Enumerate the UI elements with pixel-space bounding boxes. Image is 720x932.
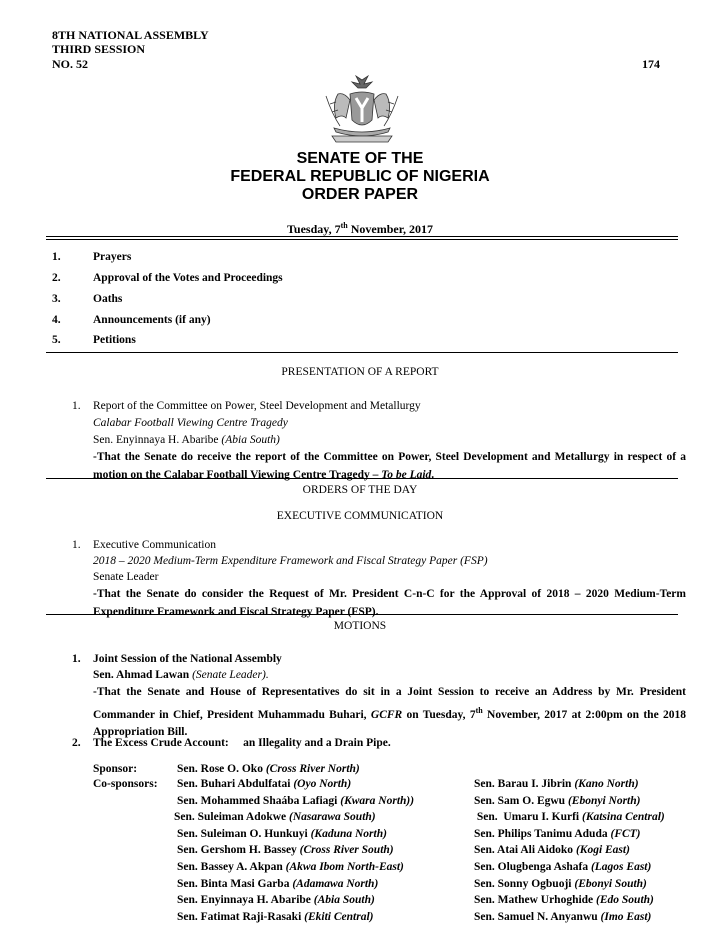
cosponsor-name: Sen. Sonny Ogbuoji (Ebonyi South) xyxy=(474,878,647,890)
report-sponsor: Sen. Enyinnaya H. Abaribe (Abia South) xyxy=(93,434,280,446)
cosponsor-name: Sen. Sam O. Egwu (Ebonyi North) xyxy=(474,795,641,807)
agenda-item: 3. Oaths xyxy=(52,293,123,305)
order-subject: 2018 – 2020 Medium-Term Expenditure Framework and Fiscal Strategy Paper (FSP) xyxy=(93,555,488,567)
title-senate: SENATE OF THE xyxy=(296,150,424,167)
cosponsor-name: Sen. Enyinnaya H. Abaribe (Abia South) xyxy=(177,894,375,906)
agenda-item: 2. Approval of the Votes and Proceedings xyxy=(52,272,283,284)
report-motion: -That the Senate do receive the report of the Committee on Power, Steel Development and Metallurgy in respect of a motion on the Calabar Football Viewing Centre Tragedy – To be Laid. xyxy=(93,451,686,481)
cosponsor-name: Sen. Bassey A. Akpan (Akwa Ibom North-East) xyxy=(177,861,404,873)
cosponsor-name: Sen. Buhari Abdulfatai (Oyo North) xyxy=(177,778,352,790)
cosponsor-name: Sen. Atai Ali Aidoko (Kogi East) xyxy=(474,844,630,856)
page-number: 174 xyxy=(642,57,660,71)
agenda-item: 4. Announcements (if any) xyxy=(52,314,211,326)
section-heading-report: PRESENTATION OF A REPORT xyxy=(281,366,439,378)
motion-number: 2. xyxy=(72,737,81,749)
sitting-date: Tuesday, 7th November, 2017 xyxy=(287,221,433,236)
cosponsor-name: Sen. Samuel N. Anyanwu (Imo East) xyxy=(474,911,652,923)
motion-number: 1. xyxy=(72,653,81,665)
sponsor-label: Sponsor: xyxy=(93,763,138,775)
motion-text: -That the Senate and House of Representatives do sit in a Joint Session to receive an Address by Mr. President Commander in Chief, President Muhammadu Buhari, GCFR on Tuesday, 7th November, 2017 at 2:00pm on the 2018 Appropriation Bill. xyxy=(93,686,686,738)
order-motion: -That the Senate do consider the Request of Mr. President C-n-C for the Approval of 2018 – 2020 Medium-Term Expenditure Framework and Fiscal Strategy Paper (FSP). xyxy=(93,588,686,618)
cosponsor-name: Sen. Suleiman O. Hunkuyi (Kaduna North) xyxy=(177,828,387,840)
motion-sponsor: Sen. Ahmad Lawan (Senate Leader). xyxy=(93,669,269,681)
divider xyxy=(46,478,678,479)
cosponsor-name: Sen. Binta Masi Garba (Adamawa North) xyxy=(177,878,379,890)
agenda-item: 1. Prayers xyxy=(52,251,132,263)
motion-title: The Excess Crude Account: an Illegality and a Drain Pipe. xyxy=(93,737,391,749)
order-title: Executive Communication xyxy=(93,539,216,551)
section-heading-orders: ORDERS OF THE DAY xyxy=(302,484,418,496)
order-number: 1. xyxy=(72,539,81,551)
cosponsor-name: Sen. Mathew Urhoghide (Edo South) xyxy=(474,894,654,906)
report-number: 1. xyxy=(72,400,81,412)
title-republic: FEDERAL REPUBLIC OF NIGERIA xyxy=(230,168,490,185)
report-subject: Calabar Football Viewing Centre Tragedy xyxy=(93,417,288,429)
order-sponsor: Senate Leader xyxy=(93,571,159,583)
cosponsor-name: Sen. Fatimat Raji-Rasaki (Ekiti Central) xyxy=(177,911,374,923)
divider xyxy=(46,614,678,615)
cosponsor-name: Sen. Olugbenga Ashafa (Lagos East) xyxy=(474,861,652,873)
order-paper-number: NO. 52 xyxy=(52,57,88,71)
cosponsor-name: Sen. Barau I. Jibrin (Kano North) xyxy=(474,778,639,790)
title-order-paper: ORDER PAPER xyxy=(301,186,419,203)
divider xyxy=(46,236,678,240)
agenda-item: 5. Petitions xyxy=(52,334,136,346)
cosponsor-name: Sen. Umaru I. Kurfi (Katsina Central) xyxy=(474,811,665,823)
cosponsors-label: Co-sponsors: xyxy=(93,778,158,790)
cosponsor-name: Sen. Suleiman Adokwe (Nasarawa South) xyxy=(174,811,376,823)
section-heading-motions: MOTIONS xyxy=(333,620,387,632)
motion-title: Joint Session of the National Assembly xyxy=(93,653,282,665)
section-subheading-executive: EXECUTIVE COMMUNICATION xyxy=(276,510,444,522)
session-label: THIRD SESSION xyxy=(52,42,146,56)
sponsor-name: Sen. Rose O. Oko (Cross River North) xyxy=(177,763,360,775)
divider xyxy=(46,352,678,353)
assembly-label: 8TH NATIONAL ASSEMBLY xyxy=(52,28,209,42)
cosponsor-name: Sen. Mohammed Shaába Lafiagi (Kwara North)) xyxy=(177,795,415,807)
coat-of-arms-emblem xyxy=(312,74,412,146)
report-title: Report of the Committee on Power, Steel Development and Metallurgy xyxy=(93,400,421,412)
cosponsor-name: Sen. Philips Tanimu Aduda (FCT) xyxy=(474,828,641,840)
cosponsor-name: Sen. Gershom H. Bassey (Cross River South) xyxy=(177,844,394,856)
